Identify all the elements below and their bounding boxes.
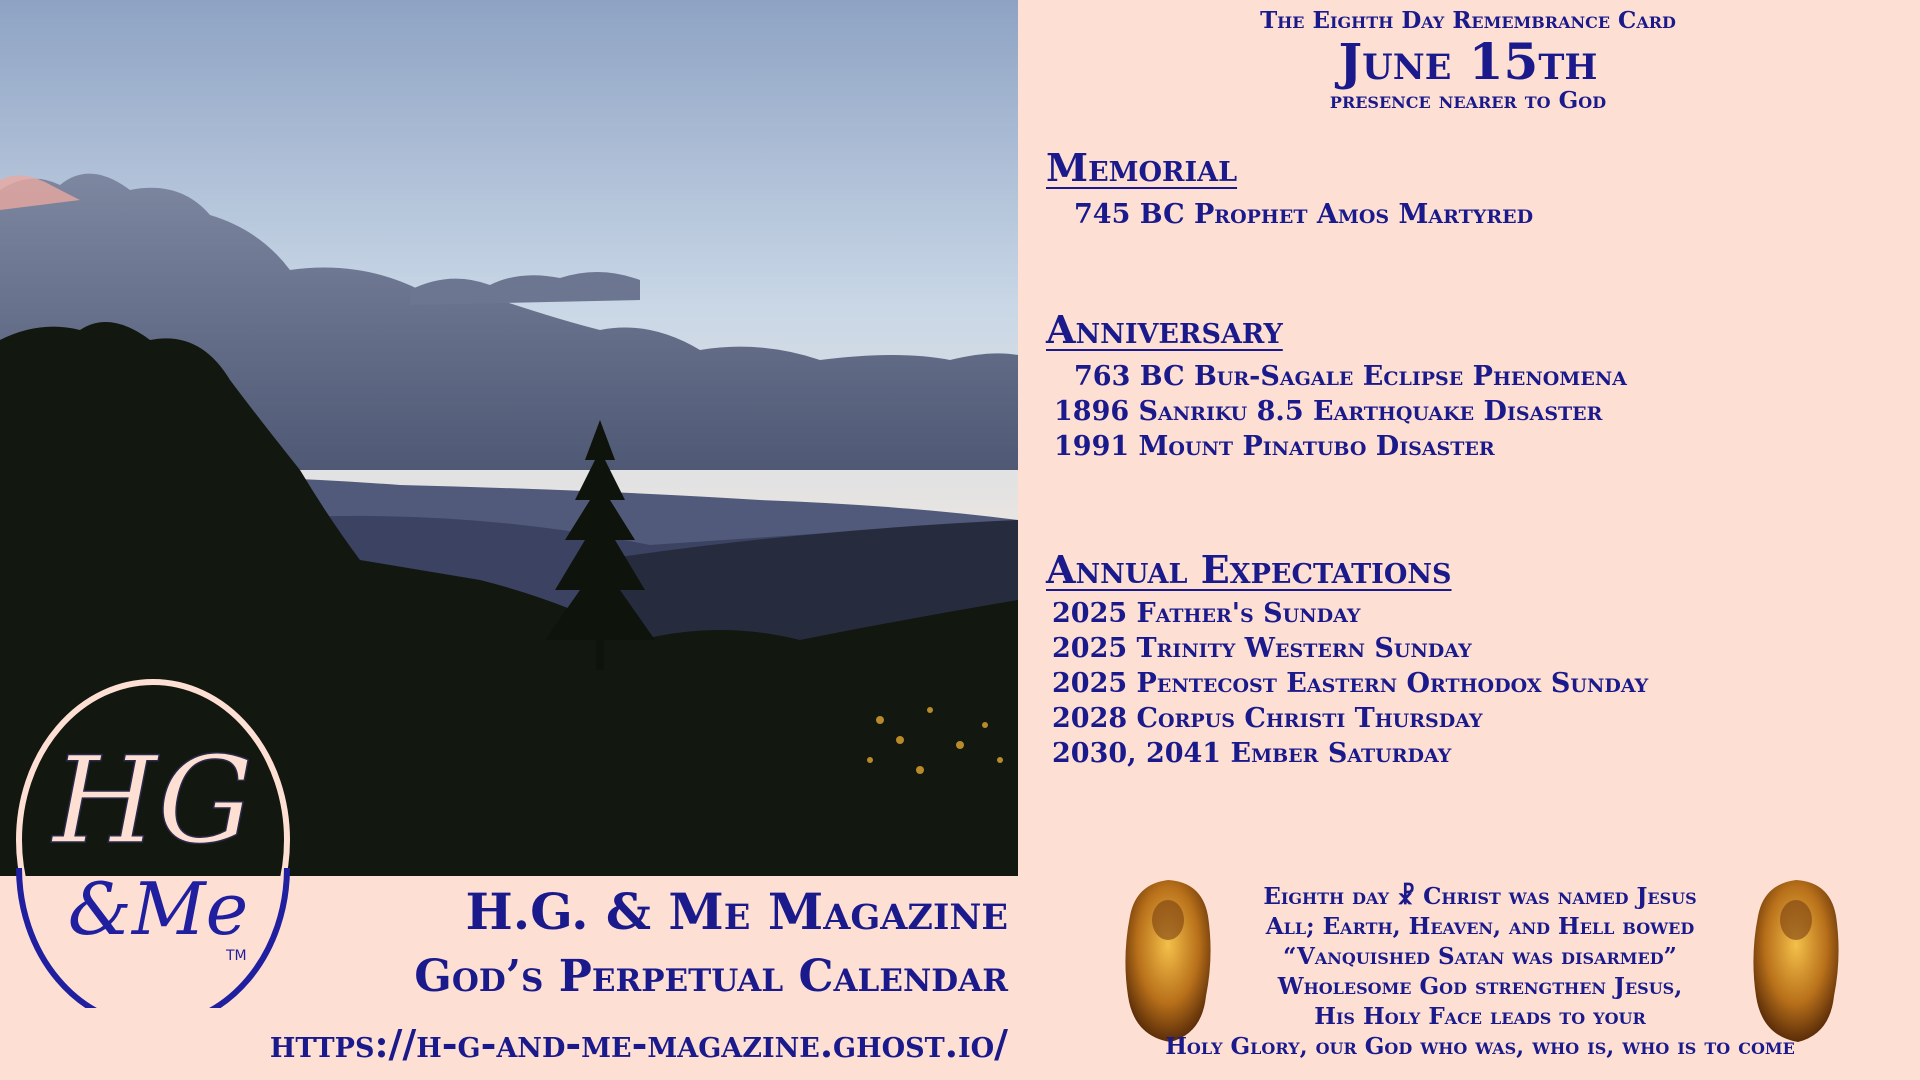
card-header bbox=[1018, 6, 1918, 114]
expectation-item: 2025 Father's Sunday bbox=[1052, 598, 1361, 629]
chi-rho-icon: ☧ bbox=[1397, 883, 1416, 910]
brand-tagline: God’s Perpetual Calendar bbox=[414, 951, 1008, 1002]
poem-line: All; Earth, Heaven, and Hell bowed bbox=[1265, 913, 1695, 940]
anniversary-heading: Anniversary bbox=[1046, 307, 1283, 352]
brand-url[interactable]: https://h-g-and-me-magazine.ghost.io/ bbox=[269, 1021, 1008, 1066]
card-subtitle: presence nearer to God bbox=[1329, 87, 1607, 114]
card-title: The Eighth Day Remembrance Card bbox=[1260, 7, 1676, 34]
expectation-item: 2025 Trinity Western Sunday bbox=[1052, 633, 1472, 664]
poem-line-text: Christ was named Jesus bbox=[1423, 883, 1697, 910]
anniversary-item: 763 BC Bur-Sagale Eclipse Phenomena bbox=[1074, 361, 1627, 392]
poem-line: Wholesome God strengthen Jesus, bbox=[1277, 973, 1683, 1000]
hg-me-logo-icon bbox=[8, 672, 298, 1008]
brand-name: H.G. & Me Magazine bbox=[465, 882, 1008, 941]
poem-line: His Holy Face leads to your bbox=[1314, 1003, 1646, 1030]
memorial-heading: Memorial bbox=[1046, 145, 1238, 190]
anniversary-item: 1896 Sanriku 8.5 Earthquake Disaster bbox=[1054, 396, 1603, 427]
expectation-item: 2028 Corpus Christi Thursday bbox=[1052, 703, 1483, 734]
anniversary-item: 1991 Mount Pinatubo Disaster bbox=[1054, 431, 1495, 462]
memorial-item: 745 BC Prophet Amos Martyred bbox=[1074, 199, 1534, 230]
svg-text:&Me: &Me bbox=[67, 867, 249, 951]
poem-line-text: Eighth day bbox=[1263, 883, 1390, 910]
poem-line bbox=[1100, 882, 1860, 912]
poem-line: Holy Glory, our God who was, who is, who is to come bbox=[1165, 1033, 1795, 1060]
svg-text:TM: TM bbox=[226, 948, 247, 964]
poem-line: “Vanquished Satan was disarmed” bbox=[1283, 943, 1677, 970]
expectation-item: 2025 Pentecost Eastern Orthodox Sunday bbox=[1052, 668, 1649, 699]
svg-text:HG: HG bbox=[52, 732, 254, 871]
expectations-heading: Annual Expectations bbox=[1046, 547, 1452, 592]
expectation-item: 2030, 2041 Ember Saturday bbox=[1052, 738, 1452, 769]
remembrance-poem bbox=[1100, 882, 1860, 1062]
card-date: June 15th bbox=[1338, 32, 1598, 91]
